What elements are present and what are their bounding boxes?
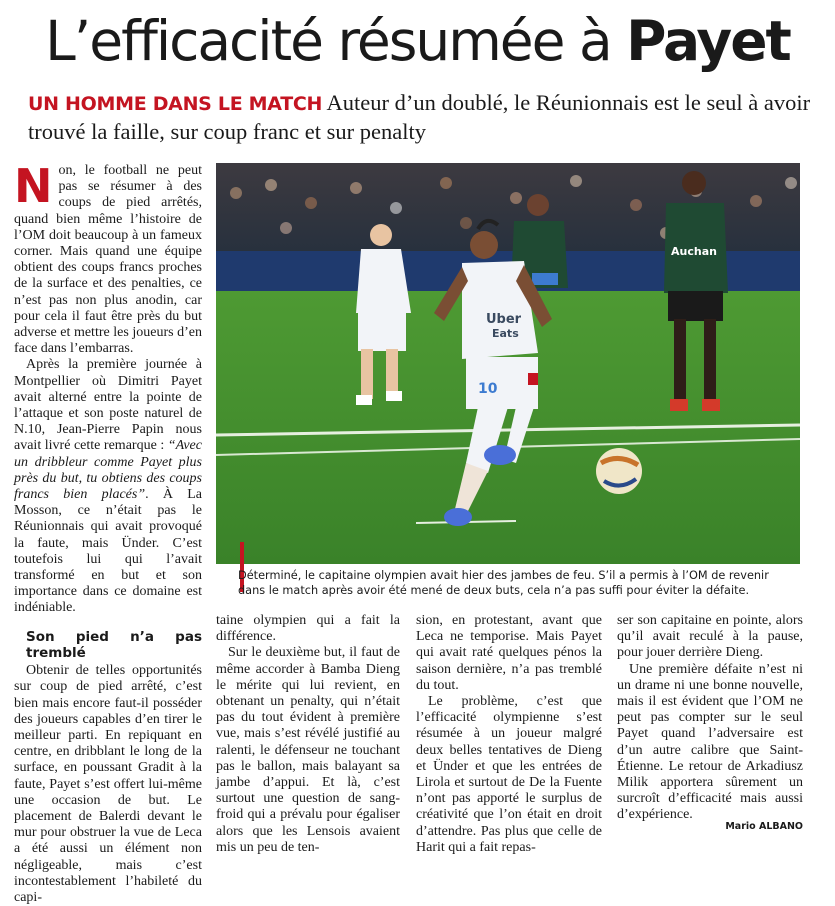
c2-paragraph-1: taine olympien qui a fait la différence. <box>216 613 400 645</box>
svg-text:Auchan: Auchan <box>671 245 717 258</box>
football <box>596 448 642 494</box>
c3-paragraph-2: Le problème, c’est que l’efficacité olympienne s’est résumée à un joueur malgré deux belles tentatives de Dieng et Ünder et que les entrées de Lirola et surtout de De la Fuente n’ont pas apporté le surplus de créativité que l’on était en droit d’attendre. Pas plus que celle de Harit qui a fait repas- <box>416 694 602 855</box>
column-4 <box>617 613 803 824</box>
column-1 <box>14 159 202 906</box>
c4-paragraph-1: ser son capitaine en pointe, alors qu’il avait reculé à la pause, pour jouer derrière Dieng. <box>617 613 803 661</box>
papin-quote: “Avec un dribbleur comme Payet plus près du but, tu obtiens des coups francs bien placés” <box>14 438 202 503</box>
standfirst <box>28 89 818 145</box>
c4-paragraph-2: Une première défaite n’est ni un drame ni une bonne nouvelle, mais il est évident que l’OM ne peut pas compter sur le seul Payet quand l’adversaire est d’un autre calibre que Saint-Étienne. Le retour de Arkadiusz Milik apportera sûrement un surcroît d’efficacité mais aussi d’expérience. <box>617 661 803 823</box>
byline: Mario ALBANO <box>725 821 803 832</box>
headline-emphasis: Payet <box>626 9 790 73</box>
headline <box>0 4 835 78</box>
match-photo <box>216 163 800 564</box>
column-2 <box>216 613 400 856</box>
standfirst-text: Auteur d’un doublé, le Réunionnais est le seul à avoir trouvé la faille, sur coup franc et sur penalty <box>28 90 811 144</box>
c3-paragraph-1: sion, en protestant, avant que Leca ne temporise. Mais Payet qui avait raté quelques pénos la saison dernière, n’a pas tremblé du tout. <box>416 613 602 693</box>
svg-text:Uber: Uber <box>486 312 522 327</box>
photo-caption: Déterminé, le capitaine olympien avait hier des jambes de feu. S’il a permis à l’OM de revenir dans le match après avoir été mené de deux buts, cela n’a pas suffi pour éviter la défaite. <box>238 569 769 597</box>
paragraph-2 <box>14 357 202 616</box>
headline-main: L’efficacité résumée à <box>45 9 627 73</box>
paragraph-2-text-a: Après la première journée à Montpellier où Dimitri Payet avait alterné entre la pointe de l’attaque et son poste naturel de N.10, Jean-Pierre Papin nous avait livré cette remarque : <box>14 357 202 454</box>
svg-text:10: 10 <box>478 381 498 397</box>
c2-paragraph-2: Sur le deuxième but, il faut de même accorder à Bamba Dieng le mérite qui lui revient, en obtenant un penalty, qui n’était pas du tout évident à première vue, mais s’est révélé justifié au ralenti, le défenseur ne touchant pas le ballon, mais balayant sa jambe d’appui. Et là, c’est surtout une question de sang-froid qui a prévalu pour égaliser alors que les Lensois avaient mis un peu de ten- <box>216 645 400 855</box>
svg-text:Eats: Eats <box>492 327 519 340</box>
paragraph-1 <box>14 159 202 357</box>
subheading: Son pied n’a pas tremblé <box>26 628 202 661</box>
kicker: UN HOMME DANS LE MATCH <box>28 93 323 115</box>
drop-cap: N <box>14 159 53 213</box>
paragraph-3: Obtenir de telles opportunités sur coup de pied arrêté, c’est bien mais encore faut-il posséder des joueurs capables d’en tirer le meilleur parti. En repiquant en centre, en dribblant le long de la surface, en poussant Gradit à la faute, Payet s’est offert lui-même une occasion de but. Le placement de Balerdi devant le mur pour obstruer la vue de Leca a été aussi un élément non négligeable, mais c’est incontestablement l’habileté du capi- <box>14 663 202 905</box>
column-3 <box>416 613 602 856</box>
paragraph-1-text: on, le football ne peut pas se résumer à des coups de pied arrêtés, quand bien même l’histoire de l’OM doit beaucoup à un fameux corner. Mais quand une équipe obtient des coups francs proches de la surface et des penalties, ce n’est pas non plus anodin, car pour cela il faut être près du but adverse et mettre les joueurs d’en face dans l’embarras. <box>14 163 202 357</box>
paragraph-2-text-b: . À La Mosson, ce n’était pas le Réunionnais qui avait provoqué la faute, mais Ünder. C’est toutefois lui qui l’avait transformé en but et son importance dans ce domaine est indéniable. <box>14 487 202 616</box>
payet-penalty-image <box>216 163 800 564</box>
